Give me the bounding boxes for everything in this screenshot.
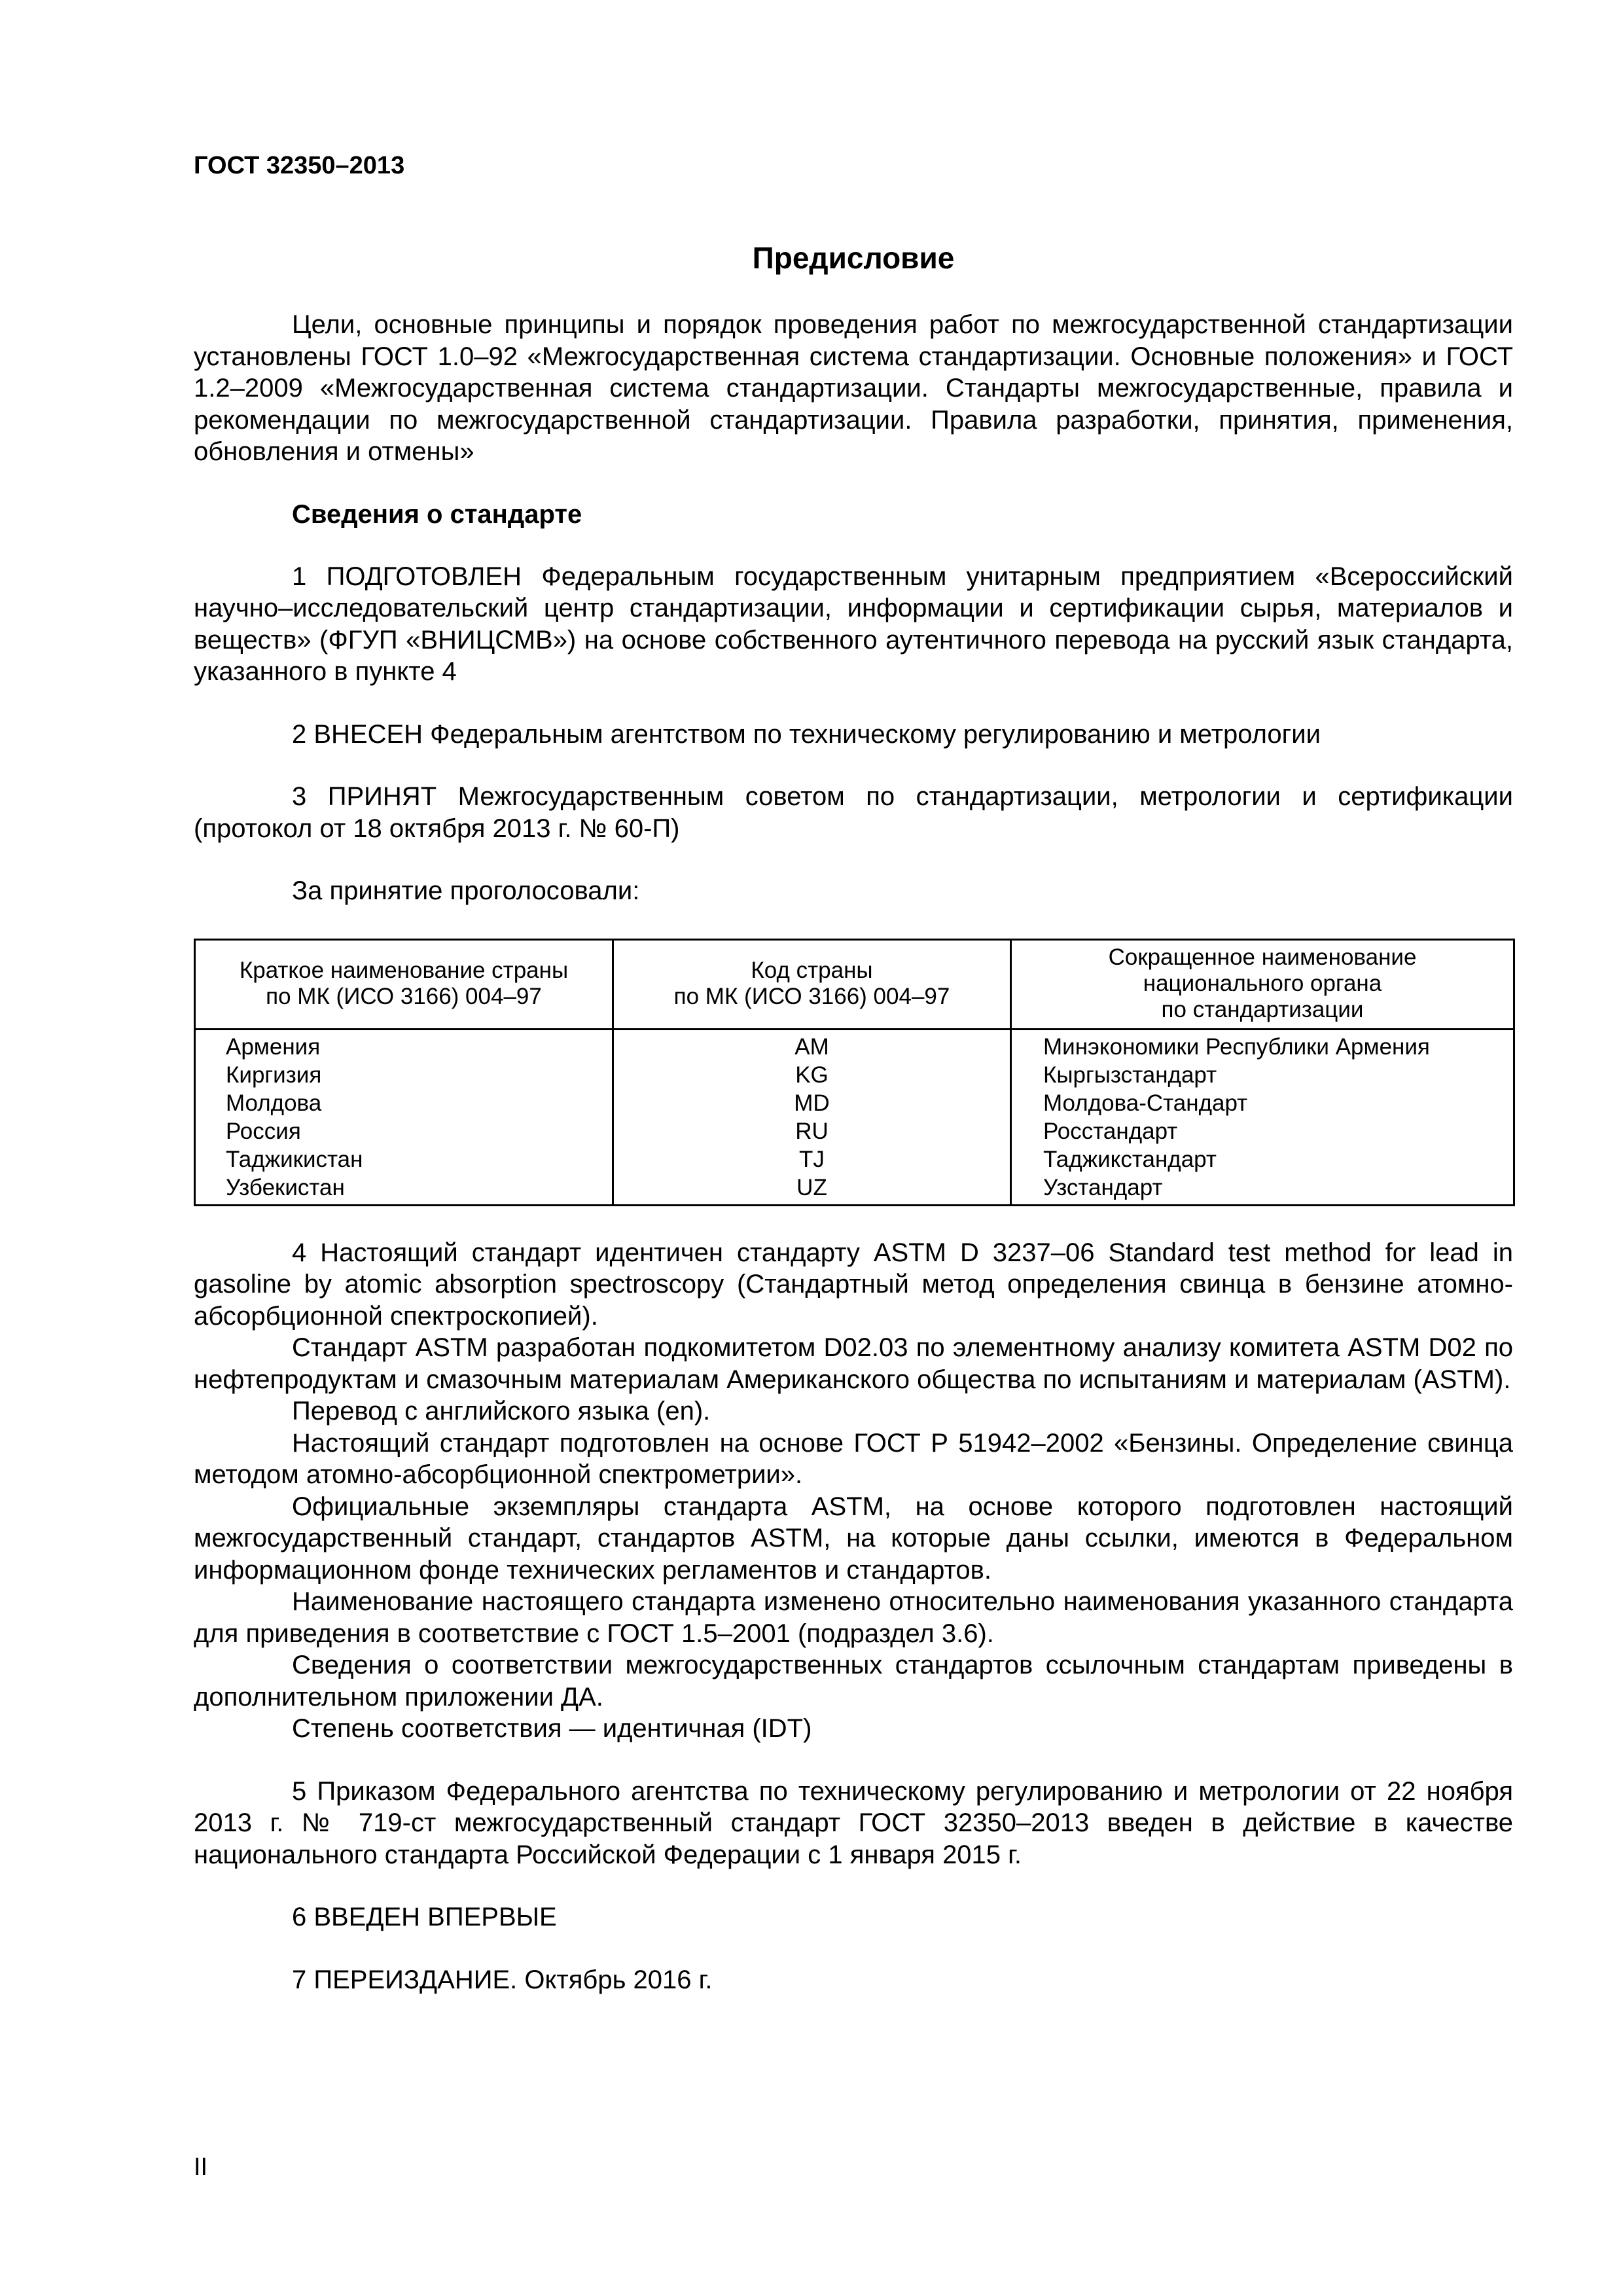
standards-body-cell: Росстандарт — [1011, 1117, 1514, 1145]
country-name-cell: Киргизия — [195, 1061, 613, 1089]
item-5-paragraph: 5 Приказом Федерального агентства по техническому регулированию и метрологии от 22 ноября 2013 г. № 719-ст межгосударственный стандарт ГОСТ 32350–2013 введен в действие в качестве национального стандарта Российской Федерации с 1 января 2015 г. — [194, 1776, 1513, 1869]
item-7-paragraph: 7 ПЕРЕИЗДАНИЕ. Октябрь 2016 г. — [292, 1965, 713, 1994]
document-code: ГОСТ 32350–2013 — [194, 152, 405, 179]
item-2-paragraph: 2 ВНЕСЕН Федеральным агентством по техническому регулированию и метрологии — [292, 719, 1321, 749]
header-standards-body — [1011, 939, 1514, 1029]
country-code-cell: AM — [613, 1029, 1011, 1061]
country-name-cell: Узбекистан — [195, 1174, 613, 1206]
header-country-name — [195, 939, 613, 1029]
country-code-cell: UZ — [613, 1174, 1011, 1206]
document-page — [194, 151, 1513, 1996]
item-4-name-change: Наименование настоящего стандарта изменено относительно наименования указанного стандарта для приведения в соответствие с ГОСТ 1.5–2001 (подраздел 3.6). — [194, 1587, 1513, 1648]
item-4-degree: Степень соответствия — идентичная (IDT) — [292, 1714, 812, 1743]
voting-countries-table — [194, 939, 1515, 1206]
country-code-cell: RU — [613, 1117, 1011, 1145]
standards-body-cell: Кыргызстандарт — [1011, 1061, 1514, 1089]
page-number: II — [194, 2153, 208, 2181]
table-row — [195, 1145, 1514, 1174]
item-3-paragraph: 3 ПРИНЯТ Межгосударственным советом по стандартизации, метрологии и сертификации (протокол от 18 октября 2013 г. № 60-П) — [194, 782, 1513, 843]
voted-label: За принятие проголосовали: — [292, 876, 640, 905]
header-line: Код страны — [751, 957, 873, 983]
table-header-row — [195, 939, 1514, 1029]
about-standard-heading: Сведения о стандарте — [292, 499, 582, 529]
item-1-paragraph: 1 ПОДГОТОВЛЕН Федеральным государственным унитарным предприятием «Всероссийский научно–исследовательский центр стандартизации, информации и сертификации сырья, материалов и веществ» (ФГУП «ВНИЦСМВ») на основе собственного аутентичного перевода на русский язык стандарта, указанного в пункте 4 — [194, 562, 1513, 686]
header-line: по МК (ИСО 3166) 004–97 — [673, 983, 950, 1009]
header-line: национального органа — [1143, 970, 1382, 996]
header-line: Сокращенное наименование — [1108, 944, 1417, 970]
item-4-basis: Настоящий стандарт подготовлен на основе ГОСТ Р 51942–2002 «Бензины. Определение свинца методом атомно-абсорбционной спектрометрии». — [194, 1428, 1513, 1489]
country-code-cell: MD — [613, 1089, 1011, 1117]
table-row — [195, 1174, 1514, 1206]
item-6-paragraph: 6 ВВЕДЕН ВПЕРВЫЕ — [292, 1903, 557, 1931]
page-title: Предисловие — [752, 241, 955, 275]
country-code-cell: KG — [613, 1061, 1011, 1089]
table-row — [195, 1029, 1514, 1061]
item-4-official-copies: Официальные экземпляры стандарта ASTM, на основе которого подготовлен настоящий межгосударственный стандарт, стандартов ASTM, на которые даны ссылки, имеются в Федеральном информационном фонде технических регламентов и стандартов. — [194, 1492, 1513, 1585]
country-name-cell: Таджикистан — [195, 1145, 613, 1174]
country-name-cell: Россия — [195, 1117, 613, 1145]
standards-body-cell: Таджикстандарт — [1011, 1145, 1514, 1174]
item-4-translation: Перевод с английского языка (en). — [292, 1397, 711, 1426]
item-4-astm-subcommittee: Стандарт ASTM разработан подкомитетом D02.03 по элементному анализу комитета ASTM D02 по нефтепродуктам и смазочным материалам Американского общества по испытаниям и материалам (ASTM). — [194, 1333, 1513, 1394]
table-row — [195, 1061, 1514, 1089]
standards-body-cell: Минэкономики Республики Армения — [1011, 1029, 1514, 1061]
header-line: по стандартизации — [1161, 996, 1364, 1022]
country-name-cell: Армения — [195, 1029, 613, 1061]
standards-body-cell: Узстандарт — [1011, 1174, 1514, 1206]
item-4-correspondence: Сведения о соответствии межгосударственных стандартов ссылочным стандартам приведены в дополнительном приложении ДА. — [194, 1651, 1513, 1712]
header-line: по МК (ИСО 3166) 004–97 — [266, 983, 542, 1009]
intro-paragraph: Цели, основные принципы и порядок проведения работ по межгосударственной стандартизации установлены ГОСТ 1.0–92 «Межгосударственная система стандартизации. Основные положения» и ГОСТ 1.2–2009 «Межгосударственная система стандартизации. Стандарты межгосударственные, правила и рекомендации по межгосударственной стандартизации. Правила разработки, принятия, применения, обновления и отмены» — [194, 310, 1513, 466]
table-row — [195, 1089, 1514, 1117]
header-line: Краткое наименование страны — [239, 957, 569, 983]
standards-body-cell: Молдова-Стандарт — [1011, 1089, 1514, 1117]
item-4-paragraph: 4 Настоящий стандарт идентичен стандарту ASTM D 3237–06 Standard test method for lead in gasoline by atomic absorption spectroscopy (Стандартный метод определения свинца в бензине атомно-абсорбционной спектроскопией). — [194, 1238, 1513, 1331]
header-country-code — [613, 939, 1011, 1029]
table-row — [195, 1117, 1514, 1145]
country-name-cell: Молдова — [195, 1089, 613, 1117]
country-code-cell: TJ — [613, 1145, 1011, 1174]
